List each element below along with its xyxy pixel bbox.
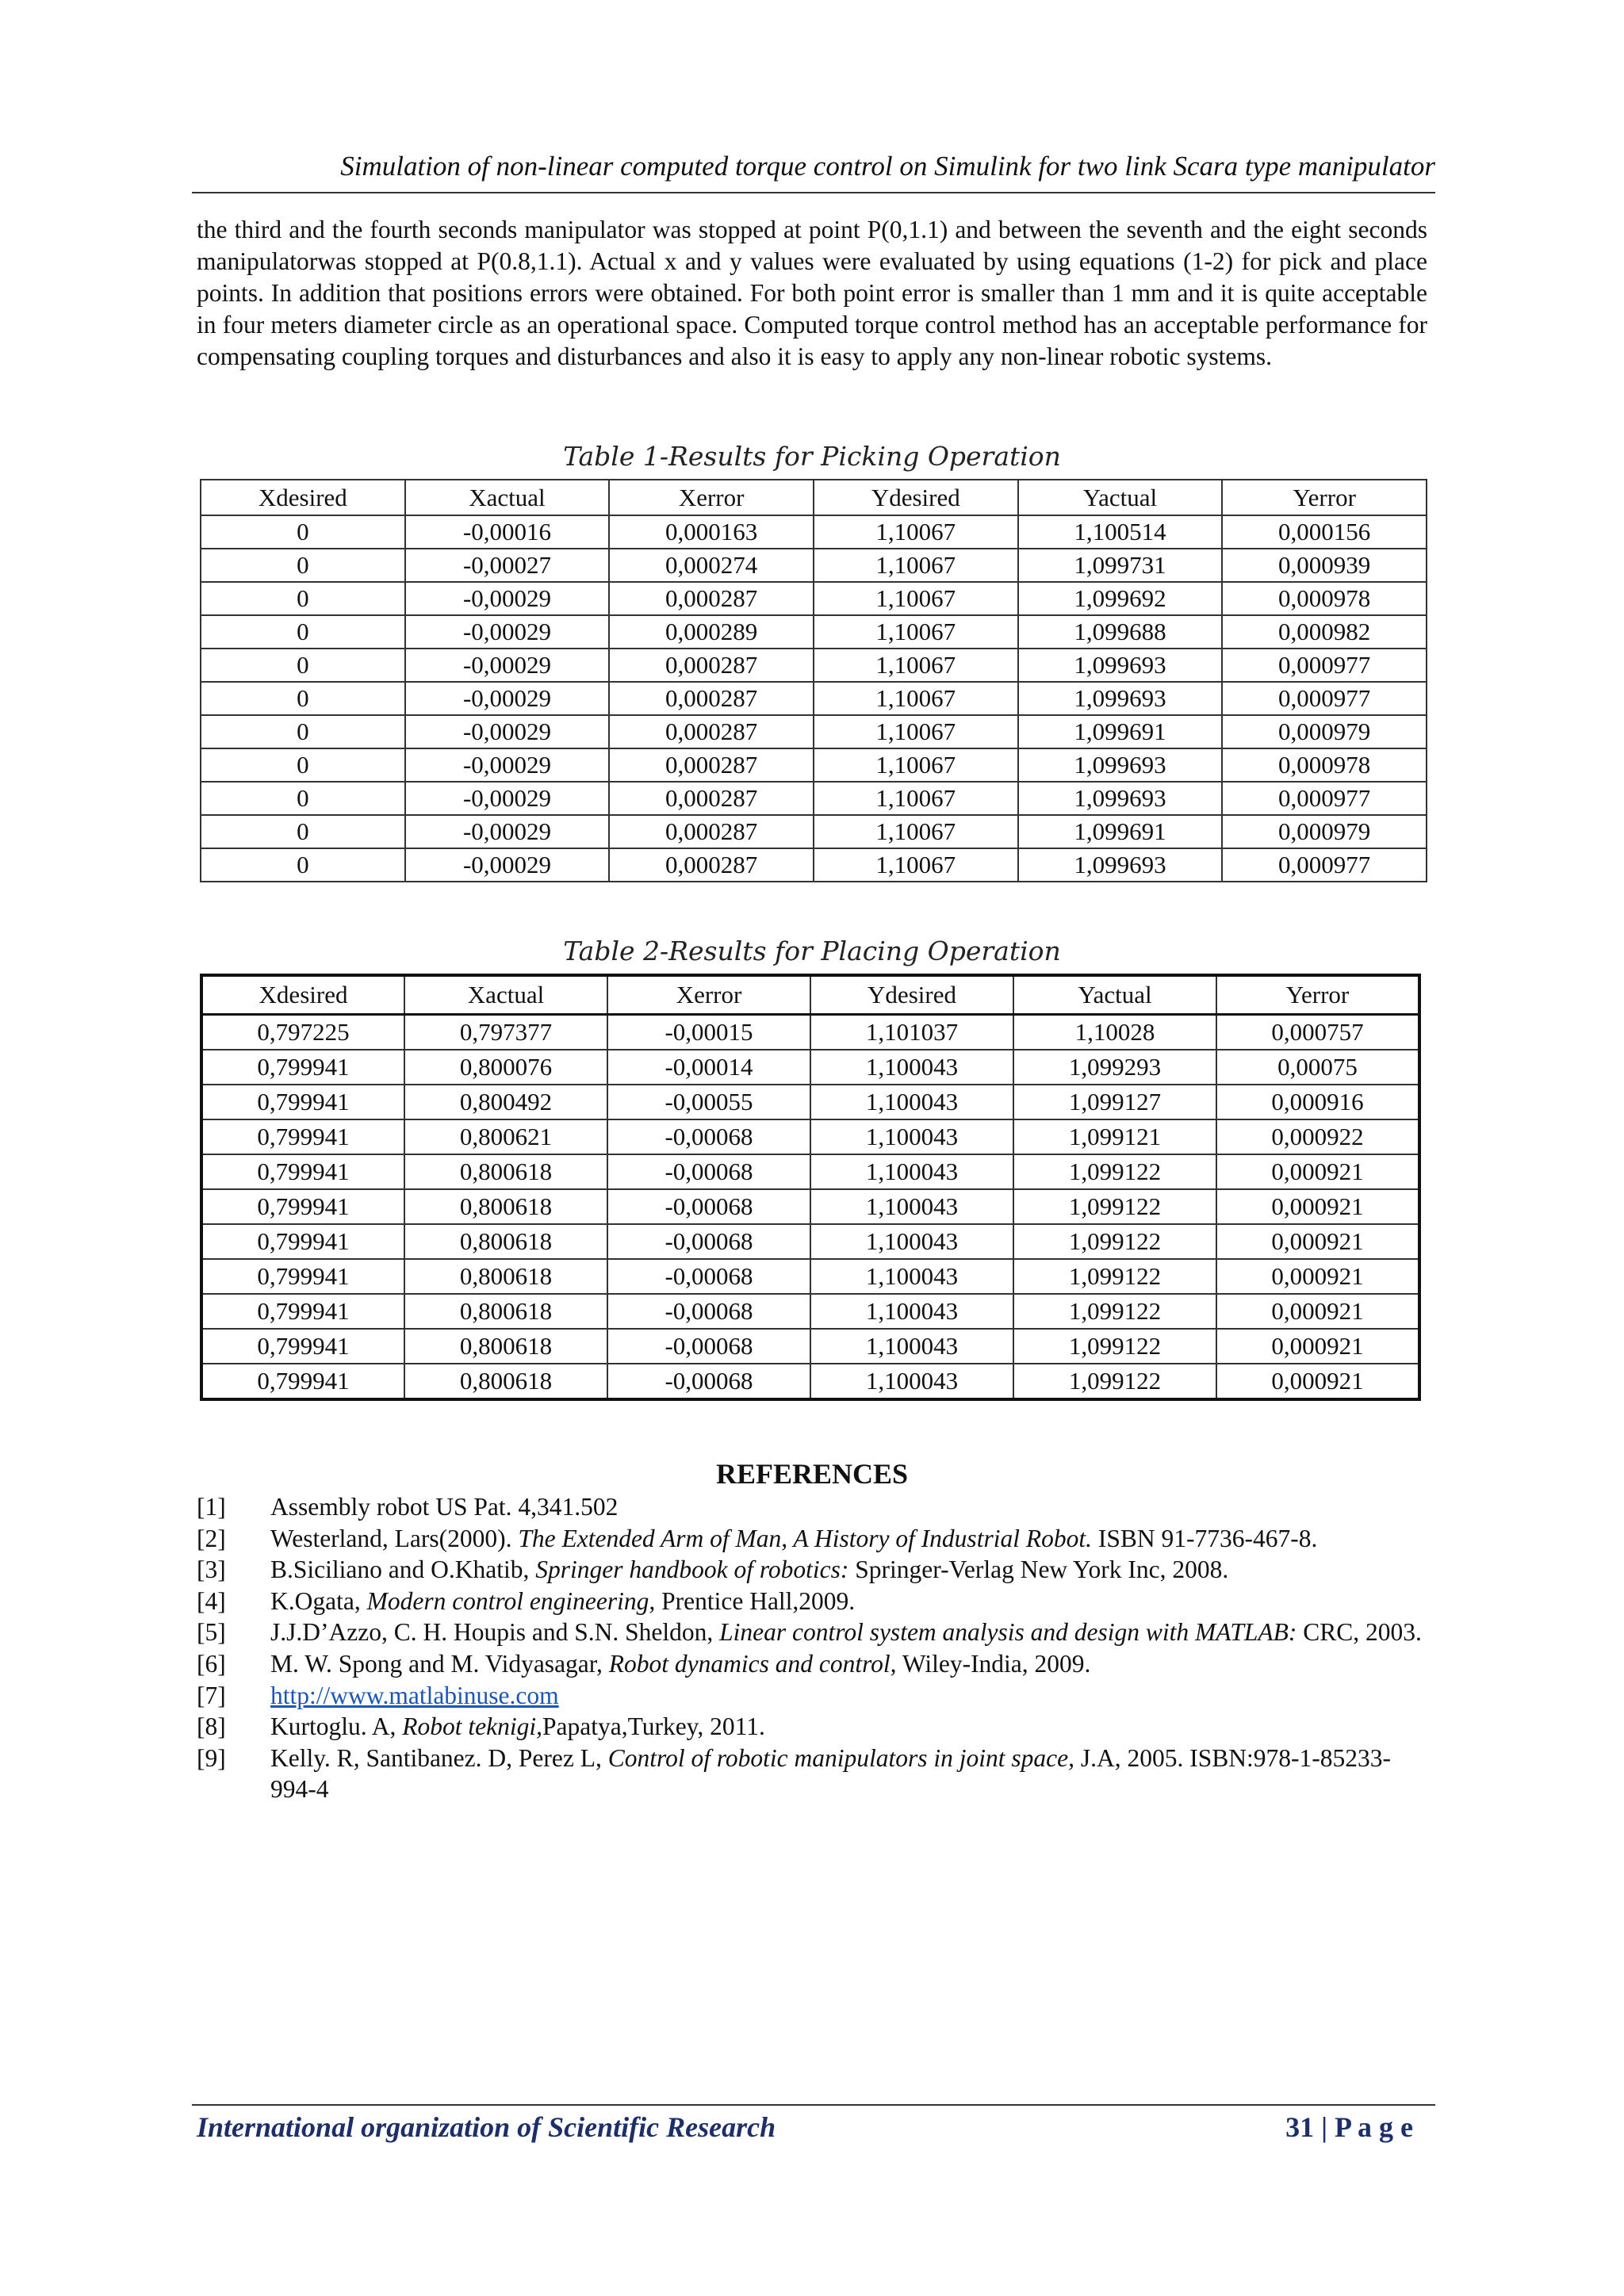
table-cell: 0 [201, 782, 405, 815]
table-cell: 0,000163 [609, 515, 814, 549]
table-cell: 0,799941 [201, 1329, 404, 1364]
table2-body [201, 1015, 1419, 1400]
column-header-ydesired: Ydesired [810, 975, 1013, 1015]
table-cell: 0,000977 [1222, 782, 1427, 815]
table-cell: 1,10067 [814, 615, 1018, 649]
table-cell: 1,10067 [814, 782, 1018, 815]
reference-text [270, 1711, 1434, 1743]
table-cell: 0,800618 [404, 1329, 607, 1364]
reference-fragment: M. W. Spong and M. Vidyasagar, [270, 1649, 609, 1678]
table-row [201, 549, 1427, 582]
reference-title: Springer handbook of robotics: [535, 1556, 849, 1584]
column-header-xerror: Xerror [607, 975, 810, 1015]
reference-title: Linear control system analysis and design with MATLAB: [719, 1618, 1297, 1647]
table-cell: 1,099693 [1018, 682, 1223, 715]
table-cell: -0,00029 [405, 682, 610, 715]
table-cell: -0,00029 [405, 782, 610, 815]
table-cell: 1,099127 [1013, 1085, 1216, 1119]
table-cell: 1,099122 [1013, 1224, 1216, 1259]
table-cell: 0,799941 [201, 1364, 404, 1399]
table-cell: 0,000289 [609, 615, 814, 649]
table-cell: 0,000921 [1216, 1154, 1419, 1189]
table-cell: 0,800618 [404, 1189, 607, 1224]
reference-fragment: B.Siciliano and O.Khatib, [270, 1556, 536, 1584]
table-cell: 1,099293 [1013, 1050, 1216, 1085]
reference-fragment: Kelly. R, Santibanez. D, Perez L, [270, 1743, 608, 1772]
table-cell: 0,000977 [1222, 848, 1427, 882]
reference-item [197, 1648, 1434, 1680]
reference-number: [3] [197, 1556, 226, 1584]
table-row [201, 1224, 1419, 1259]
table-cell: 0,000939 [1222, 549, 1427, 582]
table-cell: 0,799941 [201, 1154, 404, 1189]
table-cell: 0,000977 [1222, 682, 1427, 715]
reference-number: [2] [197, 1524, 226, 1552]
table-cell: 1,099693 [1018, 649, 1223, 682]
reference-title: Control of robotic manipulators in joint space, [607, 1743, 1075, 1772]
table-row [201, 582, 1427, 615]
table-cell: 0,000287 [609, 782, 814, 815]
reference-title: Modern control engineering, [366, 1586, 656, 1615]
reference-title: Robot dynamics and control, [608, 1649, 897, 1678]
table-row [201, 682, 1427, 715]
table-cell: 0,000287 [609, 582, 814, 615]
table-cell: 0,799941 [201, 1259, 404, 1294]
table-cell: 0,800618 [404, 1224, 607, 1259]
reference-fragment: Kurtoglu. A, [270, 1712, 403, 1741]
table-cell: -0,00068 [607, 1189, 810, 1224]
table-cell: 0,800618 [404, 1154, 607, 1189]
reference-title: Robot teknigi, [402, 1712, 542, 1741]
table-cell: -0,00015 [607, 1015, 810, 1050]
table-cell: -0,00068 [607, 1119, 810, 1154]
table-cell: 0,800492 [404, 1085, 607, 1119]
table-cell: 0,000921 [1216, 1329, 1419, 1364]
table-cell: 1,10067 [814, 582, 1018, 615]
reference-fragment: Papatya,Turkey, 2011. [542, 1712, 765, 1741]
table-cell: -0,00027 [405, 549, 610, 582]
table-row [201, 1119, 1419, 1154]
table1-caption: Table 1-Results for Picking Operation [563, 441, 1061, 472]
footer-page-number: 31 | P a g e [1285, 2111, 1413, 2143]
reference-fragment: Wiley-India, 2009. [896, 1649, 1091, 1678]
table-cell: 1,099122 [1013, 1294, 1216, 1329]
table-row [201, 1050, 1419, 1085]
table-cell: 1,099693 [1018, 748, 1223, 782]
table-row [201, 1154, 1419, 1189]
reference-item [197, 1491, 1434, 1523]
table-cell: 1,099122 [1013, 1189, 1216, 1224]
table-cell: 1,100043 [810, 1259, 1013, 1294]
table-row [201, 649, 1427, 682]
table-cell: 0 [201, 649, 405, 682]
reference-fragment: ISBN 91-7736-467-8. [1091, 1524, 1318, 1552]
table-cell: 0,799941 [201, 1224, 404, 1259]
table-cell: 0,000287 [609, 748, 814, 782]
column-header-yerror: Yerror [1222, 480, 1427, 515]
table-cell: 1,100043 [810, 1364, 1013, 1399]
table-cell: 0,799941 [201, 1119, 404, 1154]
table-cell: 0,799941 [201, 1085, 404, 1119]
column-header-xerror: Xerror [609, 480, 814, 515]
table-row [201, 748, 1427, 782]
reference-number: [4] [197, 1586, 226, 1615]
table-cell: 1,100043 [810, 1154, 1013, 1189]
table-placing-operation [200, 974, 1421, 1401]
reference-item [197, 1554, 1434, 1586]
table-cell: 1,099121 [1013, 1119, 1216, 1154]
column-header-yerror: Yerror [1216, 975, 1419, 1015]
table-cell: 0,000921 [1216, 1224, 1419, 1259]
table-cell: 0 [201, 549, 405, 582]
table-cell: 0,000979 [1222, 815, 1427, 848]
table-cell: 0,000287 [609, 715, 814, 748]
table-cell: 0,000921 [1216, 1294, 1419, 1329]
table-cell: 0,799941 [201, 1294, 404, 1329]
table-cell: 0,000979 [1222, 715, 1427, 748]
table-cell: 1,100514 [1018, 515, 1223, 549]
table-cell: 1,100043 [810, 1329, 1013, 1364]
reference-text [270, 1523, 1434, 1555]
table-cell: 1,10067 [814, 748, 1018, 782]
table-cell: 0,000287 [609, 649, 814, 682]
table-cell: -0,00016 [405, 515, 610, 549]
table-cell: 0 [201, 615, 405, 649]
table-picking-operation [200, 479, 1427, 882]
table-cell: 0,000921 [1216, 1189, 1419, 1224]
table-cell: 0,000977 [1222, 649, 1427, 682]
table-row [201, 1294, 1419, 1329]
table-cell: 0 [201, 848, 405, 882]
body-paragraph: the third and the fourth seconds manipulator was stopped at point P(0,1.1) and between the seventh and the eight seconds manipulatorwas stopped at P(0.8,1.1). Actual x and y values were evaluated by using equations (1-2) for pick and place points. In addition that positions errors were obtained. For both point error is smaller than 1 mm and it is quite acceptable in four meters diameter circle as an operational space. Computed torque control method has an acceptable performance for compensating coupling torques and disturbances and also it is easy to apply any non-linear robotic systems. [197, 216, 1427, 370]
reference-number: [9] [197, 1743, 226, 1772]
table-row [201, 1015, 1419, 1050]
reference-link[interactable]: http://www.matlabinuse.com [270, 1681, 559, 1709]
references-list [197, 1491, 1434, 1805]
table-cell: 0 [201, 748, 405, 782]
table1-header-row [201, 480, 1427, 515]
table-cell: 0,000916 [1216, 1085, 1419, 1119]
table-cell: 0,800618 [404, 1364, 607, 1399]
table-cell: 0,000287 [609, 682, 814, 715]
table-cell: 1,099122 [1013, 1329, 1216, 1364]
table-row [201, 1329, 1419, 1364]
table-cell: 0,000921 [1216, 1259, 1419, 1294]
table-cell: 0,000982 [1222, 615, 1427, 649]
table-cell: 1,099693 [1018, 848, 1223, 882]
reference-number: [8] [197, 1712, 226, 1741]
table-cell: 0,000922 [1216, 1119, 1419, 1154]
table-cell: 1,10067 [814, 848, 1018, 882]
table-cell: -0,00068 [607, 1224, 810, 1259]
column-header-xactual: Xactual [405, 480, 610, 515]
table-row [201, 715, 1427, 748]
table-row [201, 815, 1427, 848]
table-cell: 1,099691 [1018, 815, 1223, 848]
table-cell: 1,100043 [810, 1119, 1013, 1154]
reference-text [270, 1491, 1434, 1523]
column-header-ydesired: Ydesired [814, 480, 1018, 515]
table-cell: 1,10067 [814, 549, 1018, 582]
running-header: Simulation of non-linear computed torque control on Simulink for two link Scara type manipulator [340, 151, 1435, 182]
table-cell: -0,00055 [607, 1085, 810, 1119]
table-cell: 0,000287 [609, 815, 814, 848]
table-cell: 1,10067 [814, 815, 1018, 848]
table-cell: -0,00068 [607, 1294, 810, 1329]
table-cell: 1,099688 [1018, 615, 1223, 649]
table-cell: 1,10028 [1013, 1015, 1216, 1050]
table-cell: 0,799941 [201, 1189, 404, 1224]
table-cell: 1,099693 [1018, 782, 1223, 815]
column-header-xdesired: Xdesired [201, 480, 405, 515]
table-cell: 0,00075 [1216, 1050, 1419, 1085]
footer-rule [192, 2104, 1435, 2106]
table-row [201, 848, 1427, 882]
table-cell: 1,10067 [814, 682, 1018, 715]
table-row [201, 1085, 1419, 1119]
reference-text [270, 1680, 1434, 1712]
table-cell: 0 [201, 582, 405, 615]
reference-fragment: Springer-Verlag New York Inc, 2008. [848, 1556, 1229, 1584]
table-cell: 0,000156 [1222, 515, 1427, 549]
reference-text [270, 1617, 1434, 1648]
reference-item [197, 1617, 1434, 1648]
table-cell: -0,00029 [405, 649, 610, 682]
table-cell: 1,099692 [1018, 582, 1223, 615]
table-cell: 0,799941 [201, 1050, 404, 1085]
table-cell: -0,00029 [405, 715, 610, 748]
table-cell: 1,099122 [1013, 1364, 1216, 1399]
table-cell: 1,100043 [810, 1085, 1013, 1119]
reference-text [270, 1586, 1434, 1617]
reference-item [197, 1680, 1434, 1712]
reference-fragment: Westerland, Lars(2000). [270, 1524, 519, 1552]
table-cell: 0,800618 [404, 1259, 607, 1294]
reference-number: [6] [197, 1649, 226, 1678]
reference-item [197, 1711, 1434, 1743]
footer-journal: International organization of Scientific Research [197, 2111, 776, 2143]
table-cell: 0,000921 [1216, 1364, 1419, 1399]
table-cell: 0,797225 [201, 1015, 404, 1050]
reference-item [197, 1586, 1434, 1617]
column-header-yactual: Yactual [1018, 480, 1223, 515]
table-cell: 0,797377 [404, 1015, 607, 1050]
table-row [201, 615, 1427, 649]
table-cell: 1,100043 [810, 1294, 1013, 1329]
table-row [201, 1364, 1419, 1399]
table-cell: 0,000274 [609, 549, 814, 582]
table-cell: 1,099122 [1013, 1154, 1216, 1189]
table-cell: 0,000757 [1216, 1015, 1419, 1050]
table-cell: 1,099731 [1018, 549, 1223, 582]
table-row [201, 782, 1427, 815]
reference-fragment: J.A, 2005. ISBN:978-1-85233-994-4 [270, 1743, 1392, 1804]
table-cell: -0,00014 [607, 1050, 810, 1085]
reference-fragment: J.J.D’Azzo, C. H. Houpis and S.N. Sheldon, [270, 1618, 720, 1647]
reference-text [270, 1648, 1434, 1680]
header-rule [192, 192, 1435, 193]
column-header-xdesired: Xdesired [201, 975, 404, 1015]
reference-title: The Extended Arm of Man, A History of Industrial Robot. [518, 1524, 1092, 1552]
table-cell: -0,00068 [607, 1154, 810, 1189]
reference-fragment: CRC, 2003. [1297, 1618, 1422, 1647]
table-cell: -0,00029 [405, 815, 610, 848]
reference-fragment: K.Ogata, [270, 1586, 367, 1615]
table-row [201, 1189, 1419, 1224]
reference-fragment: Assembly robot US Pat. 4,341.502 [270, 1493, 619, 1521]
table2-header-row [201, 975, 1419, 1015]
column-header-yactual: Yactual [1013, 975, 1216, 1015]
table-cell: 1,099691 [1018, 715, 1223, 748]
column-header-xactual: Xactual [404, 975, 607, 1015]
table-row [201, 1259, 1419, 1294]
table-cell: 0 [201, 715, 405, 748]
table-cell: 1,100043 [810, 1050, 1013, 1085]
table-cell: 1,099122 [1013, 1259, 1216, 1294]
table-cell: 0,800076 [404, 1050, 607, 1085]
table-cell: 0,000978 [1222, 748, 1427, 782]
table-cell: 0,800618 [404, 1294, 607, 1329]
table-cell: -0,00068 [607, 1364, 810, 1399]
table-cell: -0,00029 [405, 615, 610, 649]
table-cell: 1,10067 [814, 649, 1018, 682]
table-cell: -0,00029 [405, 748, 610, 782]
reference-number: [5] [197, 1618, 226, 1647]
table-cell: 1,100043 [810, 1189, 1013, 1224]
table-cell: 0,800621 [404, 1119, 607, 1154]
table-cell: 1,100043 [810, 1224, 1013, 1259]
table-cell: 1,10067 [814, 715, 1018, 748]
reference-text [270, 1743, 1434, 1805]
table-cell: -0,00068 [607, 1329, 810, 1364]
reference-fragment: Prentice Hall,2009. [655, 1586, 856, 1615]
table-cell: -0,00029 [405, 848, 610, 882]
table-cell: 0,000978 [1222, 582, 1427, 615]
references-heading: REFERENCES [715, 1458, 909, 1490]
reference-item [197, 1743, 1434, 1805]
table-cell: 0 [201, 515, 405, 549]
reference-number: [1] [197, 1493, 226, 1521]
reference-item [197, 1523, 1434, 1555]
reference-text [270, 1554, 1434, 1586]
table-cell: 1,101037 [810, 1015, 1013, 1050]
table-row [201, 515, 1427, 549]
table-cell: 0 [201, 682, 405, 715]
table-cell: 1,10067 [814, 515, 1018, 549]
reference-number: [7] [197, 1681, 226, 1709]
table-cell: 0 [201, 815, 405, 848]
table-cell: 0,000287 [609, 848, 814, 882]
table-cell: -0,00068 [607, 1259, 810, 1294]
table-cell: -0,00029 [405, 582, 610, 615]
table2-caption: Table 2-Results for Placing Operation [563, 936, 1061, 966]
table1-body [201, 515, 1427, 882]
